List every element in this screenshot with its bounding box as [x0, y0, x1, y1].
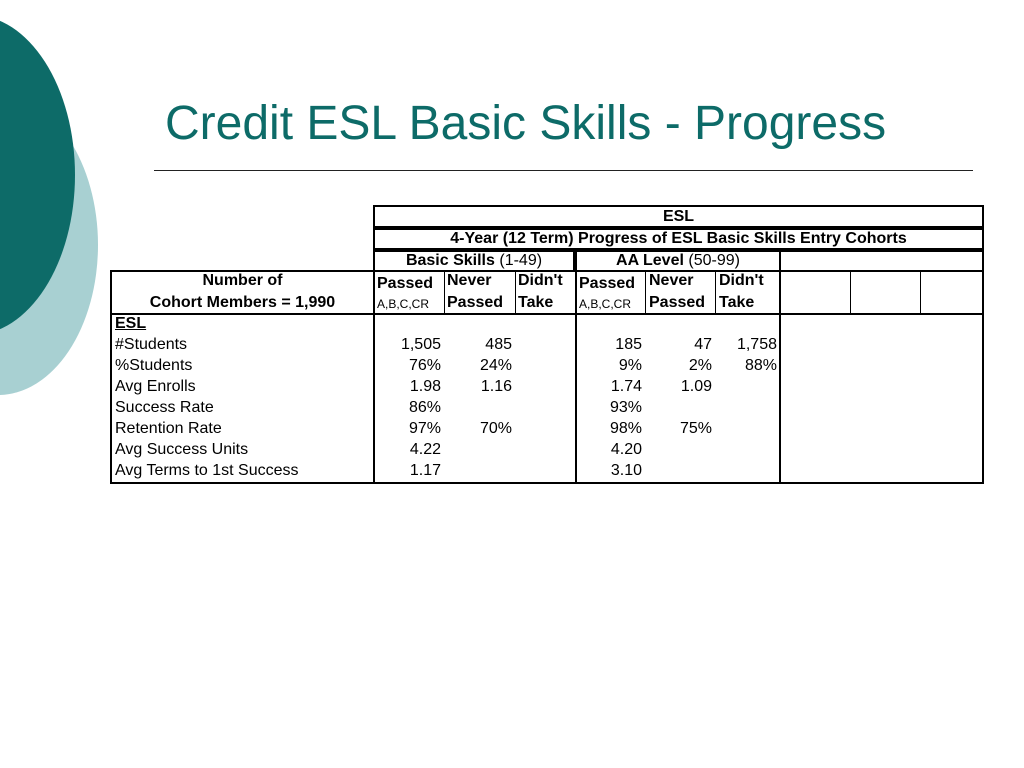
row-label: Retention Rate	[115, 420, 222, 437]
aa-didnt-header-2: Take	[719, 294, 755, 311]
aa-never-header-1: Never	[649, 272, 694, 289]
aa-level-label: AA Level	[616, 252, 684, 269]
cell-bs-passed: 1.17	[409, 462, 441, 479]
bs-never-header-1: Never	[447, 272, 492, 289]
cell-aa-never: 75%	[679, 420, 712, 437]
col-sep-1	[444, 272, 445, 314]
cell-aa-passed: 185	[615, 336, 642, 353]
cell-bs-passed: 1,505	[400, 336, 441, 353]
aa-didnt-header-1: Didn't	[719, 272, 764, 289]
bs-didnt-header-1: Didn't	[518, 272, 563, 289]
row-label: #Students	[115, 336, 188, 353]
basic-skills-range: (1-49)	[499, 252, 543, 269]
cell-bs-never: 485	[485, 336, 512, 353]
cell-aa-passed: 93%	[609, 399, 642, 416]
cell-aa-never: 47	[694, 336, 712, 353]
row-header-line1: Number of	[202, 272, 283, 289]
cell-bs-passed: 76%	[408, 357, 441, 374]
row-label: Avg Terms to 1st Success	[115, 462, 299, 479]
section-label-esl: ESL	[115, 315, 147, 332]
cell-aa-passed: 4.20	[610, 441, 642, 458]
row-label: Avg Enrolls	[115, 378, 196, 395]
header-basic-skills	[373, 250, 575, 272]
cell-bs-passed: 4.22	[409, 441, 441, 458]
aa-passed-header: Passed	[579, 275, 636, 292]
row-label: Avg Success Units	[115, 441, 249, 458]
bs-didnt-header-2: Take	[518, 294, 554, 311]
col-sep-2	[515, 272, 516, 314]
aa-never-header-2: Passed	[649, 294, 706, 311]
cell-bs-never: 1.16	[480, 378, 512, 395]
cell-aa-never: 2%	[688, 357, 712, 374]
row-label: %Students	[115, 357, 193, 374]
cell-bs-passed: 97%	[408, 420, 441, 437]
cell-aa-didnt: 1,758	[736, 336, 777, 353]
row-label: Success Rate	[115, 399, 214, 416]
cell-bs-passed: 86%	[408, 399, 441, 416]
cell-aa-passed: 98%	[609, 420, 642, 437]
bs-passed-sub: A,B,C,CR	[377, 297, 430, 311]
title-divider	[154, 170, 973, 171]
col-sep-5	[850, 272, 851, 314]
slide-title: Credit ESL Basic Skills - Progress	[165, 97, 887, 150]
cell-aa-passed: 9%	[618, 357, 642, 374]
cell-bs-never: 24%	[479, 357, 512, 374]
aa-level-range: (50-99)	[688, 252, 740, 269]
col-sep-6	[920, 272, 921, 314]
row-header-line2: Cohort Members = 1,990	[149, 294, 336, 311]
col-sep-4	[715, 272, 716, 314]
header-progress: 4-Year (12 Term) Progress of ESL Basic Skills Entry Cohorts	[373, 228, 984, 250]
col-sep-3	[645, 272, 646, 314]
header-aa-level	[575, 250, 781, 272]
aa-passed-sub: A,B,C,CR	[579, 297, 632, 311]
cell-aa-never: 1.09	[680, 378, 712, 395]
cell-aa-passed: 3.10	[610, 462, 642, 479]
bs-passed-header: Passed	[377, 275, 434, 292]
basic-skills-label: Basic Skills	[405, 252, 495, 269]
cell-aa-passed: 1.74	[610, 378, 642, 395]
cell-bs-passed: 1.98	[409, 378, 441, 395]
header-esl: ESL	[373, 205, 984, 228]
cell-aa-didnt: 88%	[744, 357, 777, 374]
header-empty-box	[779, 250, 984, 272]
cell-bs-never: 70%	[479, 420, 512, 437]
bs-never-header-2: Passed	[447, 294, 504, 311]
